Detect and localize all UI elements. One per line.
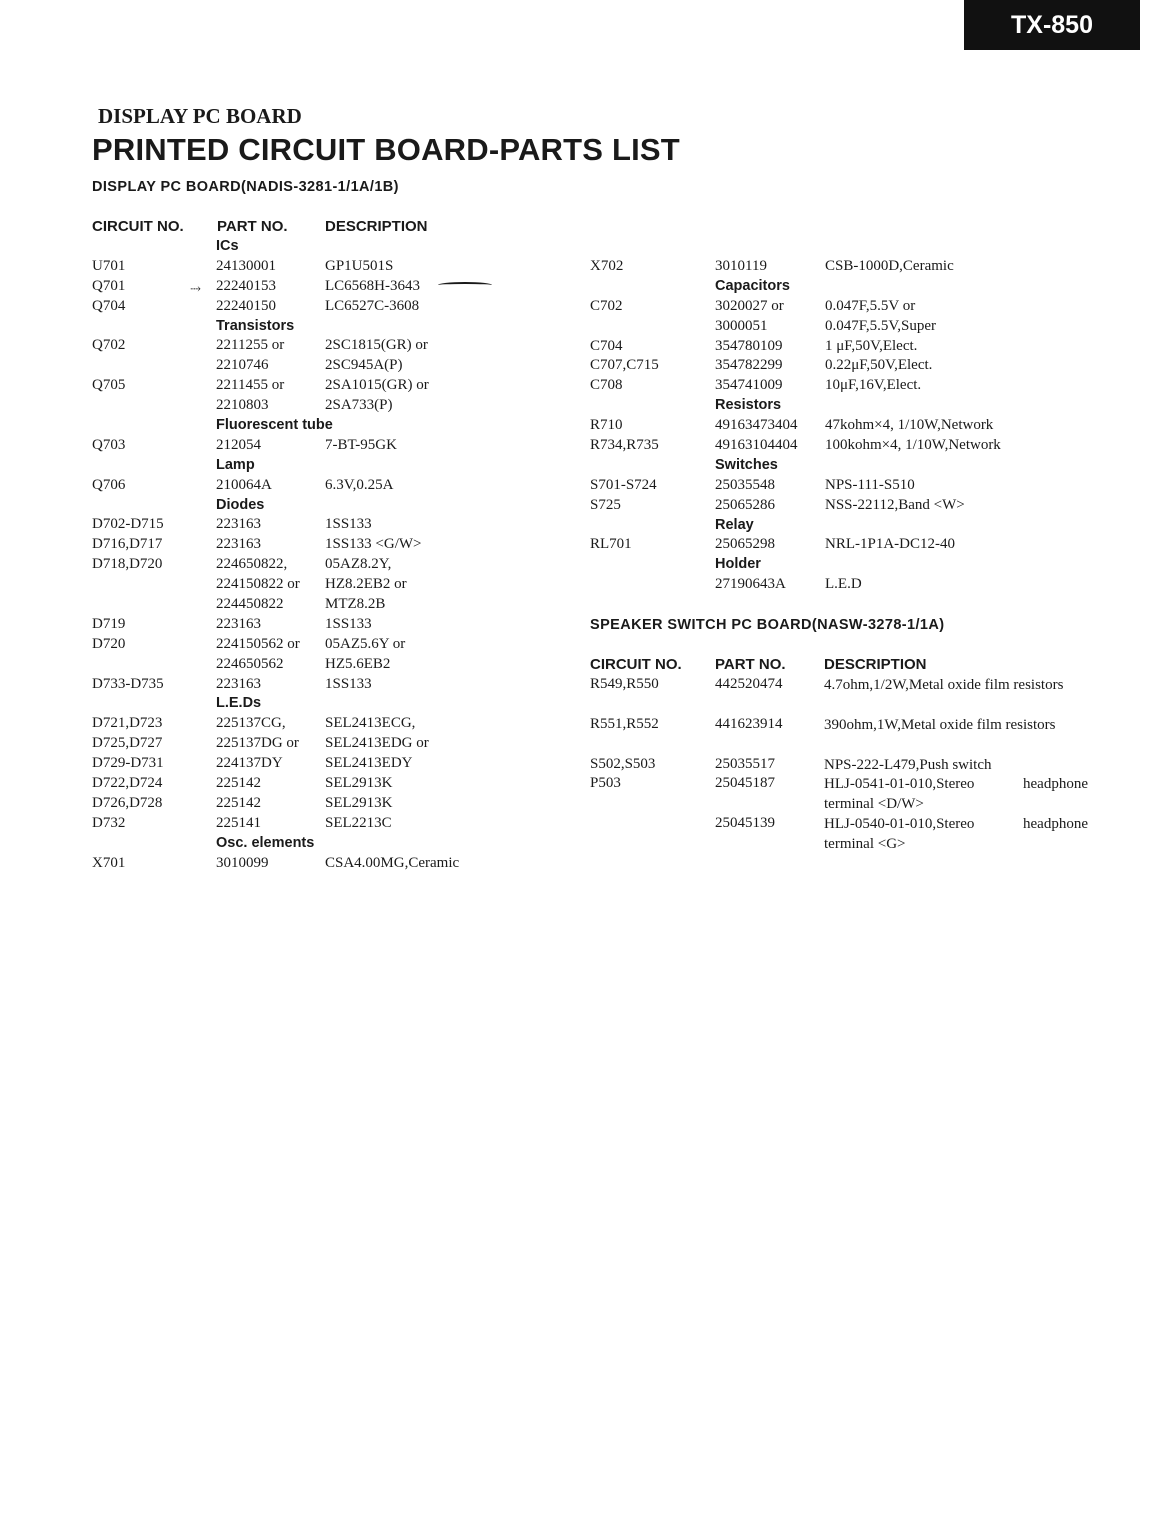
table-row (92, 676, 562, 696)
table-row (590, 477, 1110, 497)
circuit-no-cell: Q704 (92, 297, 126, 314)
speaker-column-header-description: DESCRIPTION (824, 656, 927, 673)
section-label: ICs (216, 238, 239, 254)
section-heading (590, 517, 1110, 537)
table-row (92, 755, 562, 775)
description-cell: 1SS133 (325, 615, 372, 632)
part-no-cell: 25035517 (715, 755, 775, 772)
section-label: Switches (715, 456, 778, 473)
circuit-no-cell: X702 (590, 258, 624, 274)
description-cell: 10μF,16V,Elect. (825, 377, 922, 394)
section-heading (92, 497, 562, 517)
description-cell: 1SS133 <G/W> (325, 536, 422, 553)
description-cell: 6.3V,0.25A (325, 476, 394, 493)
section-heading (92, 695, 562, 715)
part-no-cell: 225137CG, (216, 715, 286, 732)
circuit-no-cell: D720 (92, 635, 126, 652)
circuit-no-cell: C704 (590, 337, 623, 354)
part-no-cell: 224650822, (216, 556, 288, 573)
part-no-cell: 224150822 or (216, 576, 300, 593)
circuit-no-cell: S701-S724 (590, 476, 657, 493)
description-cell: 1SS133 (325, 516, 372, 533)
description-cell: 2SC1815(GR) or (325, 337, 428, 354)
table-row (590, 338, 1110, 358)
part-no-cell: 225142 (216, 775, 261, 792)
part-no-cell: 224650562 (216, 655, 284, 672)
circuit-no-cell: C707,C715 (590, 357, 659, 374)
description-cell: CSB-1000D,Ceramic (825, 258, 954, 274)
circuit-no-cell: D702-D715 (92, 516, 164, 533)
description-cell: 4.7ohm,1/2W,Metal oxide film resistors (824, 677, 1064, 693)
speaker-column-header-circuit: CIRCUIT NO. (590, 656, 682, 673)
section-label: Diodes (216, 496, 265, 513)
circuit-no-cell: D718,D720 (92, 556, 163, 573)
table-row (590, 497, 1110, 517)
column-header-description: DESCRIPTION (325, 218, 428, 235)
part-no-cell: 354780109 (715, 337, 783, 354)
table-row (92, 596, 562, 616)
circuit-no-cell: S725 (590, 496, 621, 513)
table-row (92, 636, 562, 656)
part-no-cell: 25065298 (715, 536, 775, 553)
part-no-cell: 225141 (216, 814, 261, 831)
page-title: PRINTED CIRCUIT BOARD-PARTS LIST (92, 132, 680, 167)
section-heading (92, 835, 562, 855)
circuit-no-cell: R734,R735 (590, 437, 659, 454)
description-cell: L.E.D (825, 576, 862, 593)
description-cell: SEL2913K (325, 775, 393, 792)
table-row (92, 516, 562, 536)
circuit-no-cell: S502,S503 (590, 755, 656, 772)
description-cell: 1 μF,50V,Elect. (825, 337, 918, 354)
table-row (590, 417, 1110, 437)
circuit-no-cell: Q703 (92, 436, 126, 453)
part-no-cell: 225142 (216, 794, 261, 811)
description-cell: LC6568H-3643 (325, 277, 420, 294)
description-cell: MTZ8.2B (325, 596, 386, 613)
description-cell: 7-BT-95GK (325, 436, 397, 453)
section-heading (590, 457, 1110, 477)
table-row (590, 357, 1110, 377)
circuit-no-cell: D726,D728 (92, 794, 163, 811)
description-cell: CSA4.00MG,Ceramic (325, 854, 460, 871)
part-no-cell: 224137DY (216, 755, 283, 772)
part-no-cell: 225137DG or (216, 735, 299, 752)
speaker-parts-list (590, 676, 1090, 855)
speaker-column-header-part: PART NO. (715, 656, 786, 673)
description-cell: NPS-111-S510 (825, 476, 915, 493)
part-no-cell: 223163 (216, 536, 261, 553)
description-cell: 2SA1015(GR) or (325, 377, 429, 394)
description-cell: 05AZ8.2Y, (325, 556, 392, 573)
description-cell: 2SC945A(P) (325, 357, 403, 374)
table-row (92, 258, 562, 278)
section-label: Capacitors (715, 277, 790, 294)
part-no-cell: 49163473404 (715, 417, 798, 434)
section-heading (92, 417, 562, 437)
description-cell: HZ8.2EB2 or (325, 576, 407, 593)
table-row (590, 298, 1110, 318)
model-tab: TX-850 (964, 0, 1140, 50)
part-no-cell: 2211455 or (216, 377, 285, 394)
table-row (92, 855, 562, 875)
section-label: Resistors (715, 397, 782, 414)
part-no-cell: 3010119 (715, 258, 767, 274)
description-cell: 100kohm×4, 1/10W,Network (825, 437, 1001, 454)
circuit-no-cell: RL701 (590, 536, 632, 553)
part-no-cell: 224150562 or (216, 635, 300, 652)
table-row (92, 735, 562, 755)
circuit-no-cell: X701 (92, 854, 126, 871)
section-heading (590, 397, 1110, 417)
table-row (590, 377, 1110, 397)
circuit-no-cell: Q705 (92, 377, 126, 394)
section-label: Fluorescent tube (216, 417, 333, 434)
description-cell: NPS-222-L479,Push switch (824, 756, 992, 773)
circuit-no-cell: Q706 (92, 476, 126, 493)
description-cell: HLJ-0541-01-010,Stereo headphone terminal <D/W> (824, 776, 1088, 813)
circuit-no-cell: D729-D731 (92, 755, 164, 772)
circuit-no-cell: D716,D717 (92, 536, 163, 553)
circuit-no-cell: Q702 (92, 337, 126, 354)
part-no-cell: 22240150 (216, 297, 276, 314)
circuit-no-cell: D732 (92, 814, 126, 831)
circuit-no-cell: C708 (590, 377, 623, 394)
page-subtitle: DISPLAY PC BOARD (98, 104, 302, 128)
description-cell: 2SA733(P) (325, 397, 393, 414)
part-no-cell: 354782299 (715, 357, 783, 374)
table-row (590, 716, 1090, 756)
part-no-cell: 22240153 (216, 277, 276, 294)
part-no-cell: 354741009 (715, 377, 783, 394)
part-no-cell: 25045139 (715, 815, 775, 832)
part-no-cell: 27190643A (715, 576, 786, 593)
circuit-no-cell: D719 (92, 615, 126, 632)
table-row (92, 337, 562, 357)
part-no-cell: 3000051 (715, 317, 768, 334)
part-no-cell: 2210746 (216, 357, 269, 374)
display-parts-list-right (590, 258, 1110, 596)
part-no-cell: 25065286 (715, 496, 775, 513)
table-row (590, 576, 1110, 596)
table-row (590, 815, 1090, 855)
part-no-cell: 25045187 (715, 775, 775, 792)
column-header-circuit: CIRCUIT NO. (92, 218, 184, 235)
display-board-heading: DISPLAY PC BOARD(NADIS-3281-1/1A/1B) (92, 179, 399, 195)
table-row (590, 437, 1110, 457)
circuit-no-cell: P503 (590, 775, 621, 792)
table-row (92, 298, 562, 318)
table-row (92, 357, 562, 377)
table-row (92, 795, 562, 815)
table-row (92, 377, 562, 397)
description-cell: 47kohm×4, 1/10W,Network (825, 417, 994, 434)
description-cell: SEL2413ECG, (325, 715, 416, 732)
table-row (92, 477, 562, 497)
section-label: Lamp (216, 456, 255, 473)
section-heading (590, 556, 1110, 576)
table-row (590, 318, 1110, 338)
circuit-no-cell: D733-D735 (92, 675, 164, 692)
section-heading (590, 278, 1110, 298)
circuit-no-cell: D725,D727 (92, 735, 163, 752)
description-cell: 0.047F,5.5V,Super (825, 317, 937, 334)
table-row (92, 715, 562, 735)
part-no-cell: 24130001 (216, 257, 276, 274)
description-cell: 05AZ5.6Y or (325, 635, 406, 652)
description-cell: SEL2413EDY (325, 755, 413, 772)
part-no-cell: 223163 (216, 516, 261, 533)
table-row (92, 616, 562, 636)
table-row (590, 756, 1090, 776)
part-no-cell: 3010099 (216, 854, 269, 871)
description-cell: 0.22μF,50V,Elect. (825, 357, 933, 374)
section-label: Osc. elements (216, 834, 315, 851)
circuit-no-cell: R551,R552 (590, 715, 659, 732)
display-parts-list-left (92, 238, 562, 875)
section-heading (92, 457, 562, 477)
description-cell: SEL2913K (325, 794, 393, 811)
part-no-cell: 223163 (216, 675, 261, 692)
table-row (590, 536, 1110, 556)
table-row (590, 676, 1090, 716)
part-no-cell: 224450822 (216, 596, 284, 613)
description-cell: LC6527C-3608 (325, 297, 420, 314)
table-row (92, 656, 562, 676)
circuit-no-cell: U701 (92, 257, 126, 274)
column-header-part: PART NO. (217, 218, 288, 235)
table-row (92, 437, 562, 457)
description-cell: HLJ-0540-01-010,Stereo headphone terminal <G> (824, 816, 1088, 853)
description-cell: SEL2413EDG or (325, 735, 429, 752)
part-no-cell: 2210803 (216, 397, 269, 414)
speaker-board-heading: SPEAKER SWITCH PC BOARD(NASW-3278-1/1A) (590, 617, 945, 633)
description-cell: GP1U501S (325, 257, 394, 274)
section-label: L.E.Ds (216, 695, 262, 712)
table-row (92, 397, 562, 417)
table-row (590, 775, 1090, 815)
table-row (590, 258, 1110, 278)
description-cell: NRL-1P1A-DC12-40 (825, 536, 955, 553)
part-no-cell: 212054 (216, 436, 261, 453)
table-row (92, 556, 562, 576)
part-no-cell: 3020027 or (715, 297, 784, 314)
part-no-cell: 223163 (216, 615, 261, 632)
part-no-cell: 2211255 or (216, 337, 285, 354)
circuit-no-cell: Q701 (92, 277, 126, 294)
description-cell: NSS-22112,Band <W> (825, 496, 965, 513)
description-cell: 390ohm,1W,Metal oxide film resistors (824, 716, 1056, 733)
handwritten-underline-mark (438, 282, 492, 288)
section-heading (92, 238, 562, 258)
table-row (92, 775, 562, 795)
circuit-no-cell: D722,D724 (92, 775, 163, 792)
description-cell: HZ5.6EB2 (325, 655, 391, 672)
description-cell: 1SS133 (325, 675, 372, 692)
part-no-cell: 49163104404 (715, 437, 798, 454)
section-heading (92, 318, 562, 338)
description-cell: SEL2213C (325, 814, 392, 831)
circuit-no-cell: R549,R550 (590, 676, 659, 692)
part-no-cell: 441623914 (715, 715, 783, 732)
part-no-cell: 25035548 (715, 476, 775, 493)
section-label: Holder (715, 556, 761, 573)
circuit-no-cell: D721,D723 (92, 715, 163, 732)
circuit-no-cell: C702 (590, 297, 623, 314)
handwritten-arrow-mark: ⤑ (190, 281, 201, 296)
table-row (92, 815, 562, 835)
section-label: Relay (715, 516, 754, 533)
description-cell: 0.047F,5.5V or (825, 297, 916, 314)
section-label: Transistors (216, 317, 295, 334)
part-no-cell: 210064A (216, 476, 272, 493)
part-no-cell: 442520474 (715, 676, 783, 692)
table-row (92, 536, 562, 556)
table-row (92, 576, 562, 596)
circuit-no-cell: R710 (590, 417, 623, 434)
